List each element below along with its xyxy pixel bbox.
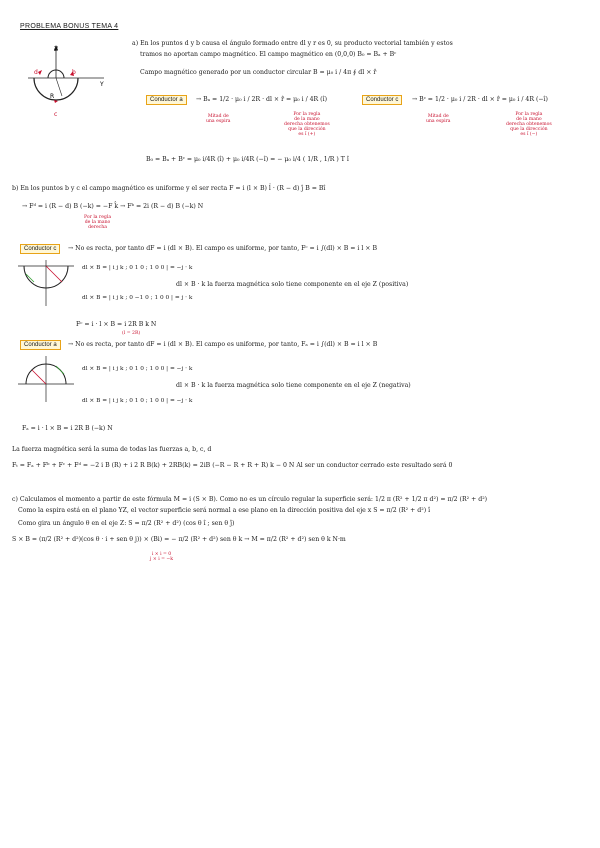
conductor-a-eq: → Bₐ = 1/2 · μ₀ i / 2R · dl × r̂ = μ₀ i / 4R (î) [196, 96, 327, 103]
part-a-result: B₀ = Bₐ + Bᶜ = μ₀ i/4R (î) + μ₀ i/4R (−î) = − μ₀ i/4 ( 1/R , 1/R ) T î [146, 156, 349, 163]
conductor-a-matrix-2: dl × B = | i j k ; 0 1 0 ; 1 0 0 | = −j · k [82, 398, 193, 404]
part-c-line-2: Como la espira está en el plano YZ, el vector superficie será normal a ese plano en la dirección positiva del eje x S = π/2 (R² + d²) î [18, 507, 431, 514]
loop-figure [18, 40, 118, 120]
part-c-line-4: S × B = (π/2 (R² + d²)(cos θ · i + sen θ j)) × (Bi) = − π/2 (R² + d²) sen θ k → M = π/2 (R² + d²) sen θ k N·m [12, 536, 346, 543]
note-length-c: (l = 2R) [122, 331, 141, 336]
part-a-line-3: Campo magnético generado por un conductor circular B = μ₀ i / 4π ∮ dl × r̂ [140, 69, 377, 76]
note-half-loop-c: Mitad de una espira [426, 114, 451, 124]
radius-line [56, 78, 62, 96]
part-c-line-1: c) Calculamos el momento a partir de este fórmula M = i (S × B). Como no es un círculo regular la superficie será: 1/2 π (R² + 1/2 π d²) = π/2 (R² + d²) [12, 496, 488, 503]
conductor-c-matrix-1: dl × B = | i j k ; 0 1 0 ; 1 0 0 | = −j · k [82, 265, 193, 271]
part-c-line-3: Como gira un ángulo θ en el eje Z: S = π/2 (R² + d²) (cos θ î ; sen θ ĵ) [18, 520, 235, 527]
part-b-line-2: → Fᵈ = i (R − d) B (−k) = −F k̂ → Fᵇ = 2i (R − d) B (−k) N [22, 203, 204, 210]
conductor-a-brace: dl × B · k la fuerza magnética solo tiene componente en el eje Z (negativa) [176, 382, 411, 389]
conductor-c-line: → No es recta, por tanto dF = i (dl × B). El campo es uniforme, por tanto, Fᶜ = i ∫(dl) × B = i l × B [68, 245, 377, 252]
conductor-c-figure [16, 258, 76, 308]
conductor-c-matrix-2: dl × B = | i j k ; 0 −1 0 ; 1 0 0 | = j · k [82, 295, 193, 301]
note-cross-products: i × i = 0 j × i = −k [150, 552, 174, 562]
conductor-c-box-b: Conductor c [20, 244, 60, 254]
conductor-c-result: Fᶜ = i · l × B = i 2R B k N [76, 321, 157, 328]
label-y: Y [100, 81, 104, 88]
current-arrow-icon [38, 70, 42, 75]
conductor-c-eq: → Bᶜ = 1/2 · μ₀ i / 2R · dl × r̂ = μ₀ i / 4R (−î) [412, 96, 548, 103]
sum-forces-line: La fuerza magnética será la suma de todas las fuerzas a, b, c, d [12, 446, 212, 453]
dl-vector [56, 366, 64, 374]
radius-vector [32, 370, 46, 384]
note-right-hand-a: Por la regla de la mano derecha obtenemos que la dirección es î (+) [284, 112, 330, 137]
conductor-a-figure [16, 354, 76, 404]
part-a-line-1: a) En los puntos d y b causa el ángulo formado entre dl y r es 0, su producto vectorial también y estos [132, 40, 453, 47]
conductor-a-box-b: Conductor a [20, 340, 61, 350]
outer-semicircle [34, 78, 78, 100]
radius-vector [46, 266, 62, 282]
note-right-hand-b: Por la regla de la mano derecha [84, 215, 112, 230]
total-force: Fₜ = Fₐ + Fᵇ + Fᶜ + Fᵈ = −2 i B (R) + i 2 R B(k) + 2RB(k) = 2iB (−R − R + R + R) k − 0 N Al ser un conductor cerrado este resultado será 0 [12, 462, 453, 469]
part-a-line-2: tramos no aportan campo magnético. El campo magnético en (0,0,0) B₀ = Bₐ + Bᶜ [140, 51, 397, 58]
note-half-loop-a: Mitad de una espira [206, 114, 231, 124]
label-d: d [34, 69, 38, 76]
conductor-a-result: Fₐ = i · l × B = i 2R B (−k) N [22, 425, 113, 432]
page-title: PROBLEMA BONUS TEMA 4 [20, 23, 119, 30]
label-R: R [50, 93, 55, 100]
label-b: b [72, 69, 76, 76]
label-c: c [54, 111, 58, 118]
note-right-hand-c: Por la regla de la mano derecha obtenemos que la dirección es î (−) [506, 112, 552, 137]
conductor-c-box: Conductor c [362, 95, 402, 105]
label-z: Z [54, 46, 59, 53]
conductor-a-matrix-1: dl × B = | i j k ; 0 1 0 ; 1 0 0 | = −j · k [82, 366, 193, 372]
conductor-c-brace: dl × B · k la fuerza magnética solo tiene componente en el eje Z (positiva) [176, 281, 409, 288]
conductor-a-line: → No es recta, por tanto dF = i (dl × B). El campo es uniforme, por tanto, Fₐ = i ∫(dl) × B = i l × B [68, 341, 378, 348]
conductor-a-box: Conductor a [146, 95, 187, 105]
part-b-line-1: b) En los puntos b y c el campo magnético es uniforme y el ser recta F = i (l × B) l̂ · (R − d) ĵ B = Bî [12, 185, 326, 192]
